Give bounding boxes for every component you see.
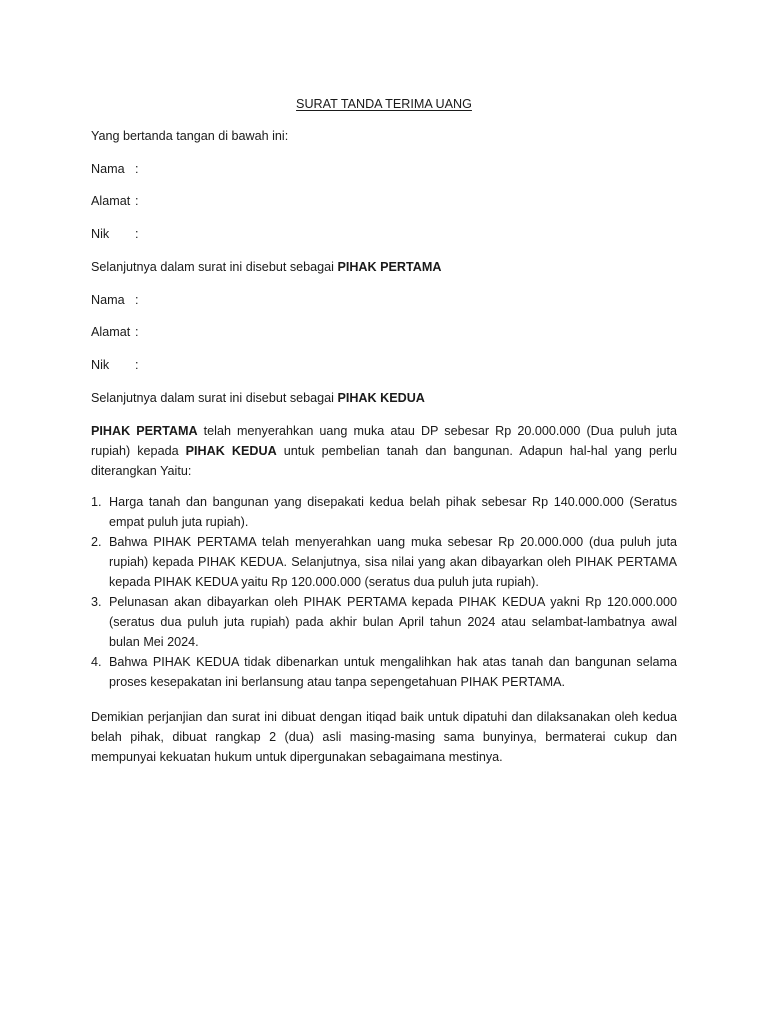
statement-text2: untuk pembelian tanah dan bangunan. Adapun hal-hal yang perlu diterangkan Yaitu: xyxy=(91,444,677,478)
list-item-number: 1. xyxy=(91,495,102,509)
party1-nama-colon: : xyxy=(135,162,139,176)
party1-designation-name: PIHAK PERTAMA xyxy=(337,260,442,274)
party1-nik-label: Nik xyxy=(91,227,110,241)
party2-nama-colon: : xyxy=(135,293,139,307)
party2-nama-field xyxy=(91,290,139,310)
list-item-text: Harga tanah dan bangunan yang disepakati kedua belah pihak sebesar Rp 140.000.000 (Seratus empat puluh juta rupiah). xyxy=(109,495,677,529)
list-item-number: 3. xyxy=(91,595,102,609)
list-item xyxy=(91,652,677,692)
party1-designation xyxy=(91,257,441,277)
statement-party1: PIHAK PERTAMA xyxy=(91,424,198,438)
party2-designation-name: PIHAK KEDUA xyxy=(337,391,425,405)
party1-nik-field xyxy=(91,224,139,244)
party2-nik-label: Nik xyxy=(91,358,110,372)
party2-alamat-colon: : xyxy=(135,325,139,339)
party1-designation-prefix: Selanjutnya dalam surat ini disebut sebagai xyxy=(91,260,338,274)
closing-paragraph: Demikian perjanjian dan surat ini dibuat dengan itiqad baik untuk dipatuhi dan dilaksanakan oleh kedua belah pihak, dibuat rangkap 2 (dua) asli masing-masing sama bunyinya, bermaterai cukup dan mempunyai kekuatan hukum untuk dipergunakan sebagaimana mestinya. xyxy=(91,710,677,764)
party1-alamat-colon: : xyxy=(135,194,139,208)
party1-alamat-label: Alamat xyxy=(91,194,131,208)
statement-text1: telah menyerahkan uang muka atau DP sebesar Rp 20.000.000 (Dua puluh juta rupiah) kepada xyxy=(91,424,678,458)
party2-designation xyxy=(91,388,425,408)
terms-list xyxy=(91,492,677,692)
party1-nama-label: Nama xyxy=(91,162,125,176)
party2-designation-prefix: Selanjutnya dalam surat ini disebut sebagai xyxy=(91,391,338,405)
party2-nik-field xyxy=(91,355,139,375)
list-item-text: Bahwa PIHAK PERTAMA telah menyerahkan uang muka sebesar Rp 20.000.000 (dua puluh juta rupiah) kepada PIHAK KEDUA. Selanjutnya, sisa nilai yang akan dibayarkan oleh PIHAK PERTAMA kepada PIHAK KEDUA yaitu Rp 120.000.000 (seratus dua puluh juta rupiah). xyxy=(109,535,677,589)
statement-paragraph xyxy=(91,421,677,481)
party2-alamat-label: Alamat xyxy=(91,325,131,339)
party1-alamat-field xyxy=(91,191,139,211)
list-item xyxy=(91,532,677,592)
list-item-number: 2. xyxy=(91,535,102,549)
list-item xyxy=(91,492,677,532)
statement-party2: PIHAK KEDUA xyxy=(185,444,277,458)
party1-nama-field xyxy=(91,159,139,179)
party2-nik-colon: : xyxy=(135,358,139,372)
intro-text: Yang bertanda tangan di bawah ini: xyxy=(91,129,289,143)
party2-alamat-field xyxy=(91,322,139,342)
list-item xyxy=(91,592,677,652)
document-title: SURAT TANDA TERIMA UANG xyxy=(296,97,472,111)
list-item-number: 4. xyxy=(91,655,102,669)
party1-nik-colon: : xyxy=(135,227,139,241)
list-item-text: Bahwa PIHAK KEDUA tidak dibenarkan untuk mengalihkan hak atas tanah dan bangunan selama proses kesepakatan ini berlansung atau tanpa sepengetahuan PIHAK PERTAMA. xyxy=(109,655,677,689)
party2-nama-label: Nama xyxy=(91,293,125,307)
list-item-text: Pelunasan akan dibayarkan oleh PIHAK PERTAMA kepada PIHAK KEDUA yakni Rp 120.000.000 (seratus dua puluh juta rupiah) pada akhir bulan April tahun 2024 atau selambat-lambatnya awal bulan Mei 2024. xyxy=(109,595,677,649)
